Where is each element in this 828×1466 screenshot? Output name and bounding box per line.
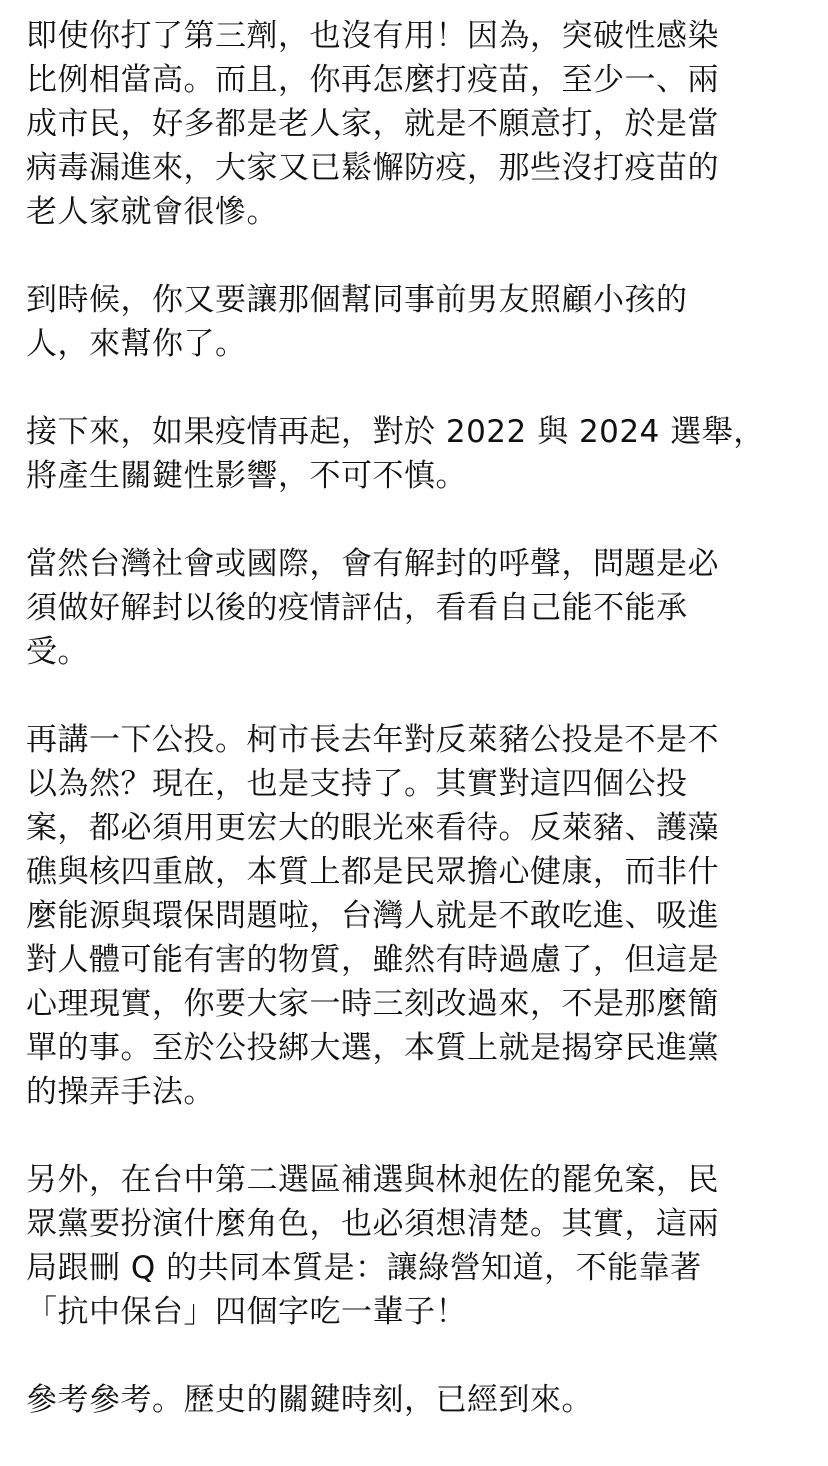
text-line: 接下來，如果疫情再起，對於 2022 與 2024 選舉， xyxy=(26,414,765,450)
post-body xyxy=(26,14,802,1466)
text-line: 礁與核四重啟，本質上都是民眾擔心健康，而非什 xyxy=(26,854,719,890)
text-line: 以為然？現在，也是支持了。其實對這四個公投 xyxy=(26,766,688,802)
paragraph xyxy=(26,1158,802,1334)
text-line: 另外，在台中第二選區補選與林昶佐的罷免案，民 xyxy=(26,1162,719,1198)
text-line: 案，都必須用更宏大的眼光來看待。反萊豬、護藻 xyxy=(26,810,719,846)
paragraph xyxy=(26,278,802,366)
text-line: 再講一下公投。柯市長去年對反萊豬公投是不是不 xyxy=(26,722,719,758)
text-line: 眾黨要扮演什麼角色，也必須想清楚。其實，這兩 xyxy=(26,1206,719,1242)
text-line: 將產生關鍵性影響，不可不慎。 xyxy=(26,458,467,494)
paragraph xyxy=(26,542,802,674)
text-line: 局跟刪 Q 的共同本質是：讓綠營知道，不能靠著 xyxy=(26,1250,702,1286)
text-line: 當然台灣社會或國際，會有解封的呼聲，問題是必 xyxy=(26,546,719,582)
paragraph xyxy=(26,14,802,234)
text-line: 「抗中保台」四個字吃一輩子！ xyxy=(26,1294,467,1330)
text-line: 的操弄手法。 xyxy=(26,1074,215,1110)
paragraph xyxy=(26,410,802,498)
text-line: 到時候，你又要讓那個幫同事前男友照顧小孩的 xyxy=(26,282,688,318)
text-line: 對人體可能有害的物質，雖然有時過慮了，但這是 xyxy=(26,942,719,978)
text-line: 麼能源與環保問題啦，台灣人就是不敢吃進、吸進 xyxy=(26,898,719,934)
text-line: 心理現實，你要大家一時三刻改過來，不是那麼簡 xyxy=(26,986,719,1022)
text-line: 比例相當高。而且，你再怎麼打疫苗，至少一、兩 xyxy=(26,62,719,98)
text-line: 人，來幫你了。 xyxy=(26,326,247,362)
paragraph xyxy=(26,718,802,1114)
text-line: 即使你打了第三劑，也沒有用！因為，突破性感染 xyxy=(26,18,719,54)
text-line: 病毒漏進來，大家又已鬆懈防疫，那些沒打疫苗的 xyxy=(26,150,719,186)
text-line: 參考參考。歷史的關鍵時刻，已經到來。 xyxy=(26,1382,593,1418)
paragraph xyxy=(26,1378,802,1422)
text-line: 受。 xyxy=(26,634,89,670)
text-line: 老人家就會很慘。 xyxy=(26,194,278,230)
text-line: 成市民，好多都是老人家，就是不願意打，於是當 xyxy=(26,106,719,142)
text-line: 單的事。至於公投綁大選，本質上就是揭穿民進黨 xyxy=(26,1030,719,1066)
text-line: 須做好解封以後的疫情評估，看看自己能不能承 xyxy=(26,590,688,626)
